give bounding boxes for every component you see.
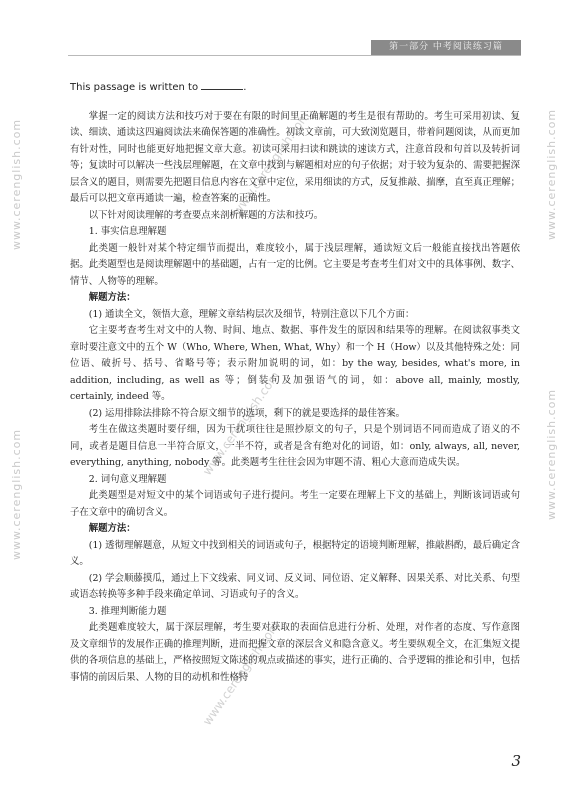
method-2-item-2: (2) 学会顺藤摸瓜，通过上下文线索、同义词、反义词、同位语、定义解释、因果关系、对比关系、句型或语态转换等多种手段来确定单词、习语或句子的含义。 <box>70 572 520 600</box>
section-1-paragraph: 此类题一般针对某个特定细节而提出，难度较小，属于浅层理解，通读短文后一般能直接找出答题依据。此类题型也是阅读理解题中的基础题，占有一定的比例。它主要是考查考生们对文中的具体事例、数字、情节、人物等的理解。 <box>70 242 521 287</box>
method-1-item-2: 它主要考查考生对文中的人物、时间、地点、数据、事件发生的原因和结果等的理解。在阅读叙事类文章时要注意文中的五个 W（Who, Where, When, What, Why）和一个 H（How）以及其他特殊之处：同位语、破折号、括号、省略号等；表示附加说明的词，如：by the way, besides, what's more, in addition, including, as well as 等；倒装句及加强语气的词，如：above all, mainly, mostly, certainly, indeed 等。 <box>70 325 520 402</box>
page-content <box>70 80 520 686</box>
question-prompt: This passage is written to . <box>70 82 247 93</box>
section-1-title: 1. 事实信息理解题 <box>88 226 167 237</box>
intro-paragraph: 掌握一定的阅读方法和技巧对于要在有限的时间里正确解题的考生是很有帮助的。考生可采用初读、复读、细读、通读这四遍阅读法来确保答题的准确性。初读文章前，可大致浏览题目，带着问题阅读，从而更加有针对性，同时也能更好地把握文章大意。初读可采用扫读和跳读的速读方式，注意首段和句首以及转折词等；复读时可以解决一些浅层理解题，在文章中找到与解题相对应的句子依据；对于较为复杂的、需要把握深层含义的题目，则需要先把题目信息内容在文章中定位，采用细读的方式，反复推敲、揣摩，直至真正理解；最后可以把文章再通读一遍，检查答案的正确性。 <box>70 110 521 204</box>
header-rule <box>68 55 521 56</box>
section-header-tab: 第一部分 中考阅读练习篇 <box>371 40 521 55</box>
section-2-paragraph: 此类题型是对短文中的某个词语或句子进行提问。考生一定要在理解上下文的基础上，判断该词语或句子在文章中的确切含义。 <box>70 490 520 518</box>
watermark-diagonal-middle: www.cerenglish.com <box>200 368 283 479</box>
watermark-right-vertical-lower: www.cerenglish.com <box>545 388 558 520</box>
watermark-right-vertical: www.cerenglish.com <box>545 108 558 240</box>
section-3-paragraph: 此类题难度较大，属于深层理解，考生要对获取的表面信息进行分析、处理，对作者的态度、写作意图及文章细节的发展作正确的推理判断，进而把握文章的深层含义和隐含意义。考生要纵观全文，在汇集短文提供的各项信息的基础上，严格按照短文陈述的观点或描述的事实，进行正确的、合乎逻辑的推论和引申，包括事情的前因后果、人物的目的动机和性格特 <box>70 622 521 683</box>
method-1-item-1: (1) 通读全文，领悟大意，理解文章结构层次及细节，特别注意以下几个方面： <box>88 308 415 320</box>
method-2-item-1: (1) 透彻理解题意，从短文中找到相关的词语或句子，根据特定的语境判断理解，推敲斟酌，最后确定含义。 <box>70 539 520 567</box>
intro-transition: 以下针对阅读理解的考查要点来剖析解题的方法和技巧。 <box>88 209 324 221</box>
watermark-left-vertical: www.cerenglish.com <box>10 118 23 250</box>
watermark-diagonal-bottom: www.cerenglish.com <box>200 618 283 729</box>
watermark-diagonal-top: www.cerenglish.com <box>230 108 313 219</box>
question-prompt-text: This passage is written to <box>70 82 199 93</box>
method-label-2: 解题方法： <box>88 523 136 534</box>
section-2-title: 2. 词句意义理解题 <box>88 473 167 485</box>
method-label-1: 解题方法： <box>88 292 136 303</box>
method-1-item-4: 考生在做这类题时要仔细，因为干扰项往往是照抄原文的句子，只是个别词语不同而造成了语义的不同，或者是题目信息一半符合原文，一半不符，或者是含有绝对化的词语，如：only, always, all, never, everything, anything, nobody 等。此类题考生往往会因为审题不清、粗心大意而造成失误。 <box>70 424 520 468</box>
method-1-item-3: (2) 运用排除法排除不符合原文细节的选项，剩下的就是要选择的最佳答案。 <box>88 407 406 419</box>
page-number: 3 <box>511 752 521 770</box>
section-3-title: 3. 推理判断能力题 <box>88 605 167 617</box>
watermark-left-vertical-lower: www.cerenglish.com <box>10 428 23 560</box>
answer-blank <box>201 80 243 90</box>
